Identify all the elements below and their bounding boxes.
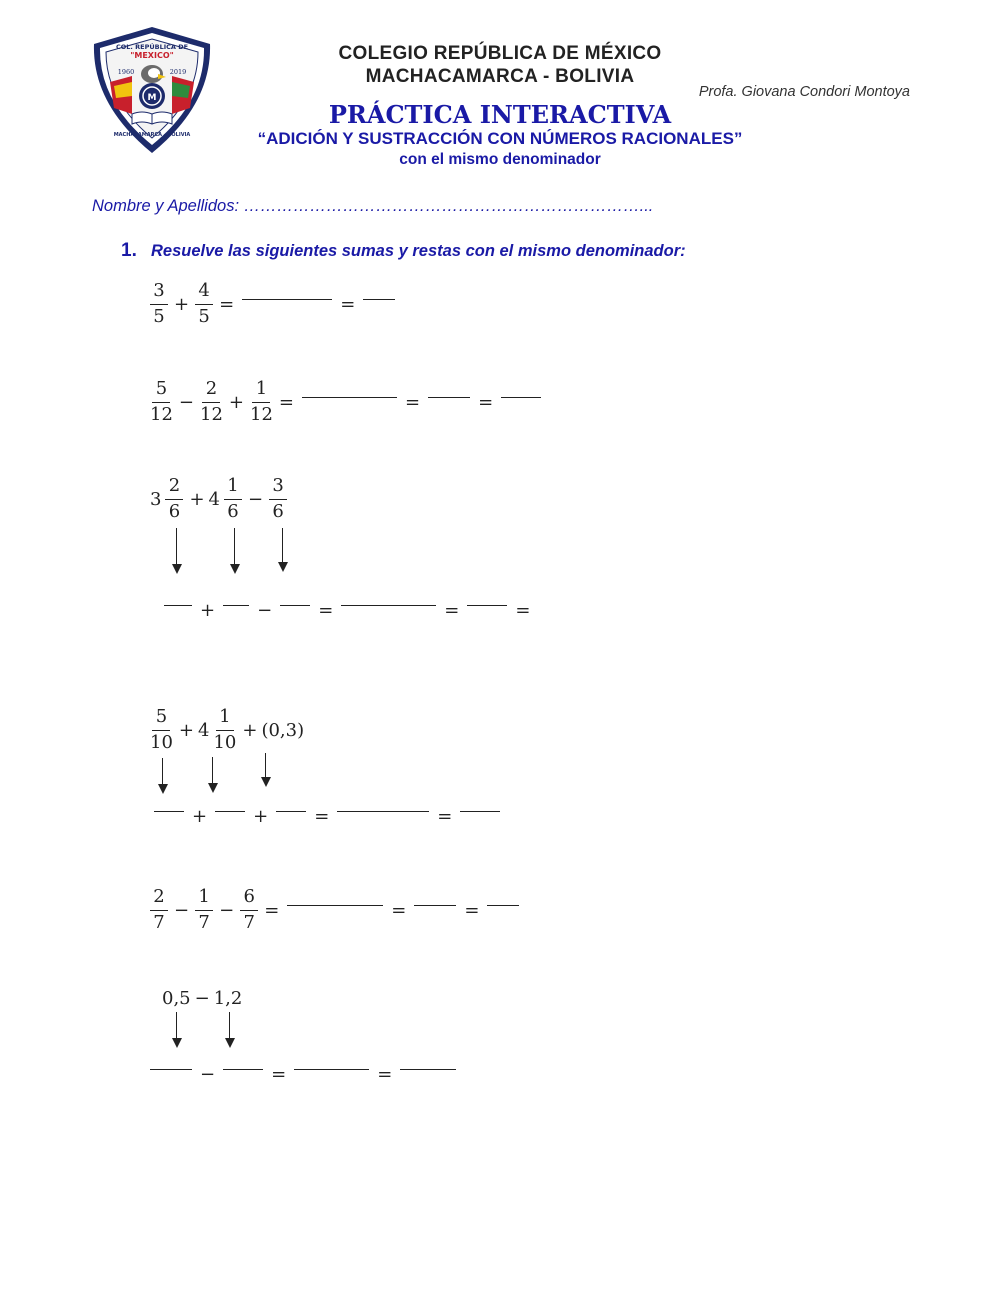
practice-subtitle: “ADICIÓN Y SUSTRACCIÓN CON NÚMEROS RACIONALES” bbox=[257, 129, 743, 148]
arrow-down-icon bbox=[176, 1012, 177, 1040]
fraction: $\frac{5}{10}$ bbox=[150, 706, 173, 753]
fraction: $\frac{3}{5}$ bbox=[150, 282, 168, 327]
arrow-down-icon bbox=[229, 1012, 230, 1040]
fraction: $\frac{2}{12}$ bbox=[200, 378, 223, 425]
svg-text:M: M bbox=[147, 93, 157, 103]
answer-blank[interactable] bbox=[341, 605, 436, 606]
answer-blank[interactable] bbox=[294, 1069, 369, 1070]
fraction: $\frac{1}{10}$ bbox=[213, 706, 237, 753]
logo-year-right: 2019 bbox=[169, 68, 187, 76]
practice-title: PRÁCTICA INTERACTIVA bbox=[328, 100, 672, 129]
answer-blank[interactable] bbox=[276, 811, 306, 812]
exercise-3-answer: + − = = = bbox=[160, 600, 534, 621]
exercise-2: $\frac{5}{12}$ − $\frac{2}{12}$ + $\frac{1}{12}$ = = = bbox=[148, 380, 545, 425]
teacher-name: Profa. Giovana Condori Montoya bbox=[698, 84, 910, 100]
fraction: $\frac{5}{12}$ bbox=[150, 378, 173, 425]
exercise-6: 0,5 − 1,2 bbox=[162, 988, 243, 1009]
answer-blank[interactable] bbox=[414, 905, 456, 906]
arrow-down-icon bbox=[282, 528, 283, 564]
answer-blank[interactable] bbox=[337, 811, 429, 812]
answer-blank[interactable] bbox=[150, 1069, 192, 1070]
answer-blank[interactable] bbox=[400, 1069, 456, 1070]
arrow-down-icon bbox=[265, 753, 266, 779]
logo-top-text: COL. REPÚBLICA DE bbox=[115, 43, 189, 51]
answer-blank[interactable] bbox=[215, 811, 245, 812]
answer-blank[interactable] bbox=[302, 397, 397, 398]
answer-blank[interactable] bbox=[467, 605, 507, 606]
arrow-down-icon bbox=[176, 528, 177, 566]
question-text: Resuelve las siguientes sumas y restas con el mismo denominador: bbox=[151, 242, 686, 260]
school-name: COLEGIO REPÚBLICA DE MÉXICO bbox=[338, 43, 662, 64]
arrow-down-icon bbox=[234, 528, 235, 566]
fraction: $\frac{1}{6}$ bbox=[224, 477, 242, 522]
question-number: 1. bbox=[121, 240, 137, 261]
answer-blank[interactable] bbox=[501, 397, 541, 398]
answer-blank[interactable] bbox=[223, 1069, 263, 1070]
school-location: MACHACAMARCA - BOLIVIA bbox=[365, 66, 635, 87]
answer-blank[interactable] bbox=[242, 299, 332, 300]
exercise-6-answer: − = = bbox=[146, 1064, 460, 1085]
fraction: $\frac{1}{7}$ bbox=[195, 888, 213, 933]
exercise-4-answer: + + = = bbox=[150, 806, 504, 827]
fraction: $\frac{1}{12}$ bbox=[250, 378, 273, 425]
answer-blank[interactable] bbox=[280, 605, 310, 606]
answer-blank[interactable] bbox=[154, 811, 184, 812]
exercise-4: $\frac{5}{10}$ + 4 $\frac{1}{10}$ + (0,3) bbox=[150, 706, 305, 753]
exercise-3: 3 $\frac{2}{6}$ + 4 $\frac{1}{6}$ − $\frac{3}{6}$ bbox=[150, 477, 289, 522]
arrow-down-icon bbox=[212, 757, 213, 785]
exercise-1: $\frac{3}{5}$ + $\frac{4}{5}$ = = bbox=[148, 282, 399, 327]
answer-blank[interactable] bbox=[223, 605, 249, 606]
name-field[interactable]: Nombre y Apellidos: ………………………………………………………………... bbox=[92, 197, 654, 215]
fraction: $\frac{2}{6}$ bbox=[165, 477, 183, 522]
arrow-down-icon bbox=[162, 758, 163, 786]
fraction: $\frac{2}{7}$ bbox=[150, 888, 168, 933]
practice-subtitle-2: con el mismo denominador bbox=[399, 151, 601, 168]
answer-blank[interactable] bbox=[428, 397, 470, 398]
logo-year-left: 1960 bbox=[117, 68, 135, 76]
answer-blank[interactable] bbox=[487, 905, 519, 906]
answer-blank[interactable] bbox=[164, 605, 192, 606]
logo-name: "MEXICO" bbox=[130, 51, 174, 60]
logo-bottom-text: MACHACAMARCA - BOLIVIA bbox=[113, 132, 191, 138]
answer-blank[interactable] bbox=[363, 299, 395, 300]
answer-blank[interactable] bbox=[460, 811, 500, 812]
exercise-5: $\frac{2}{7}$ − $\frac{1}{7}$ − $\frac{6}{7}$ = = = bbox=[148, 888, 523, 933]
fraction: $\frac{3}{6}$ bbox=[269, 477, 287, 522]
fraction: $\frac{4}{5}$ bbox=[195, 282, 213, 327]
answer-blank[interactable] bbox=[287, 905, 383, 906]
fraction: $\frac{6}{7}$ bbox=[240, 888, 258, 933]
